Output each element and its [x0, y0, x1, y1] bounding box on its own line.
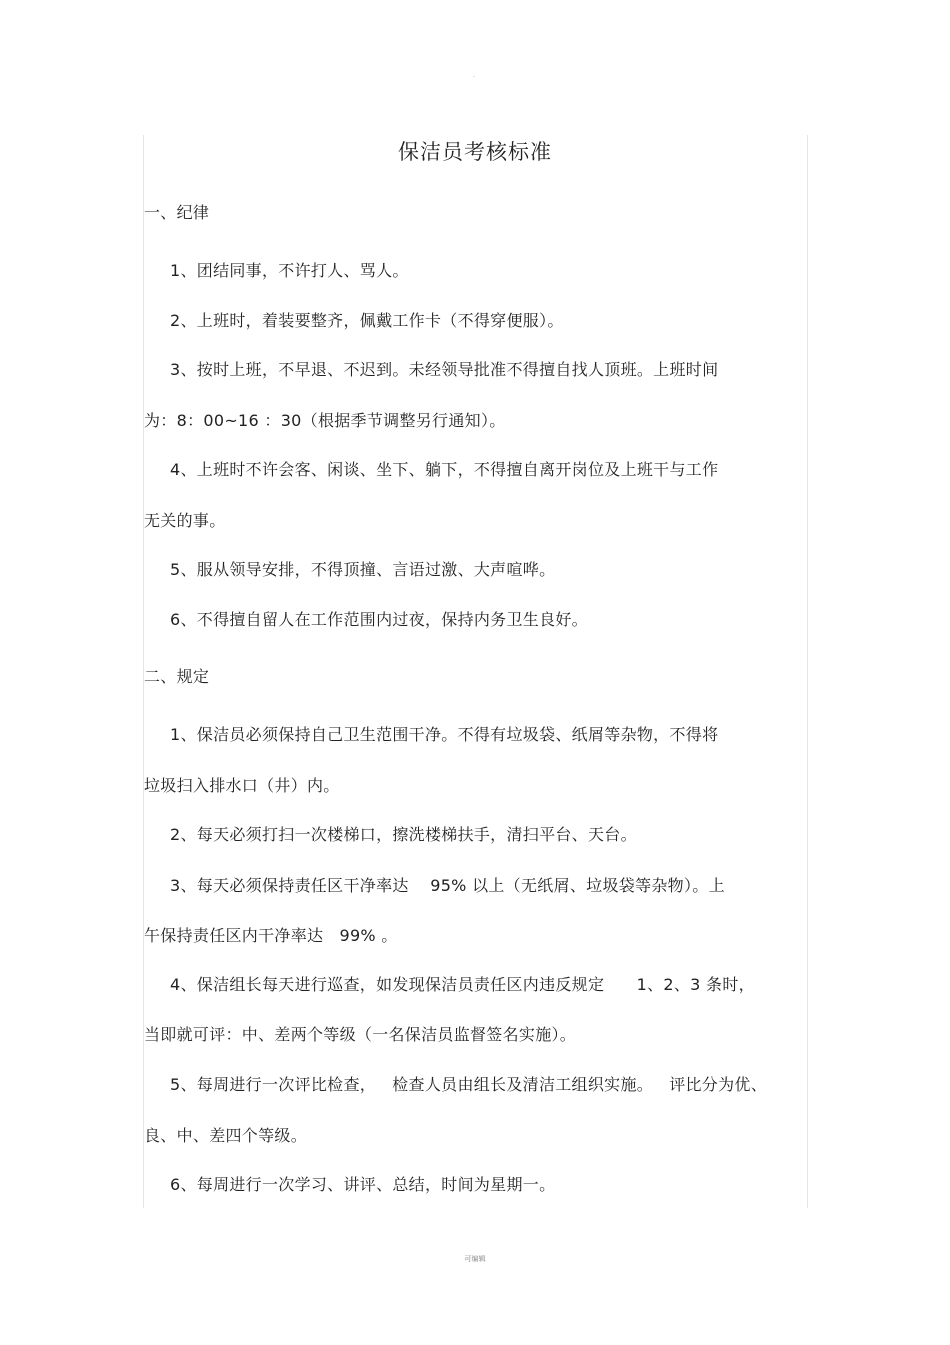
section1-item1: 1、团结同事，不许打人、骂人。	[170, 261, 409, 280]
document-title: 保洁员考核标准	[398, 140, 552, 164]
page-frame	[143, 135, 808, 1208]
section2-heading: 二、规定	[144, 667, 210, 686]
section2-item3-line1: 3、每天必须保持责任区干净率达 95% 以上（无纸屑、垃圾袋等杂物）。上	[170, 876, 725, 895]
section1-item4-line2: 无关的事。	[144, 511, 226, 530]
section2-item4-line1: 4、保洁组长每天进行巡查，如发现保洁员责任区内违反规定 1、2、3 条时，	[170, 975, 755, 994]
section1-heading: 一、纪律	[144, 203, 210, 222]
header-dot: .	[473, 72, 475, 79]
section2-item4-line2: 当即就可评：中、差两个等级（一名保洁员监督签名实施）。	[144, 1025, 577, 1044]
section2-item1-line1: 1、保洁员必须保持自己卫生范围干净。不得有垃圾袋、纸屑等杂物，不得将	[170, 725, 719, 744]
section2-item6: 6、每周进行一次学习、讲评、总结，时间为星期一。	[170, 1175, 556, 1194]
section1-item4-line1: 4、上班时不许会客、闲谈、坐下、躺下，不得擅自离开岗位及上班干与工作	[170, 460, 719, 479]
section1-item3-line2: 为：8：00~16 ：30（根据季节调整另行通知）。	[144, 411, 506, 430]
section2-item1-line2: 垃圾扫入排水口（井）内。	[144, 776, 340, 795]
section1-item6: 6、不得擅自留人在工作范围内过夜，保持内务卫生良好。	[170, 610, 588, 629]
section2-item5-line2: 良、中、差四个等级。	[144, 1126, 308, 1145]
section2-item3-line2: 午保持责任区内干净率达 99% 。	[144, 926, 398, 945]
section2-item5-line1: 5、每周进行一次评比检查， 检查人员由组长及清洁工组织实施。 评比分为优、	[170, 1075, 767, 1094]
section1-item5: 5、服从领导安排，不得顶撞、言语过激、大声喧哗。	[170, 560, 556, 579]
footer-editable-label: 可编辑	[464, 1255, 486, 1263]
section2-item2: 2、每天必须打扫一次楼梯口，擦洗楼梯扶手，清扫平台、天台。	[170, 825, 637, 844]
section1-item3-line1: 3、按时上班，不早退、不迟到。未经领导批准不得擅自找人顶班。上班时间	[170, 360, 719, 379]
section1-item2: 2、上班时，着装要整齐，佩戴工作卡（不得穿便服）。	[170, 311, 564, 330]
